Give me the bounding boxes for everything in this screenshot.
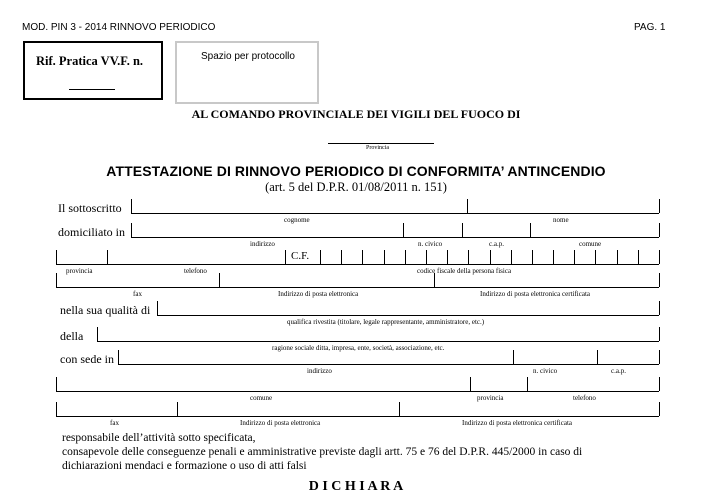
cf-cell-divider [574, 250, 575, 264]
domicilio-field[interactable] [131, 237, 659, 238]
cognome-caption: cognome [284, 216, 310, 224]
n-civico-sede-caption: n. civico [533, 367, 558, 375]
protocol-box[interactable] [175, 41, 319, 104]
cognome-nome-field[interactable] [131, 213, 659, 214]
cf-cell-divider [532, 250, 533, 264]
codice-fiscale-caption: codice fiscale della persona fisica [417, 267, 512, 275]
domiciliato-label: domiciliato in [58, 225, 125, 239]
cf-cell-divider [447, 250, 448, 264]
cf-cell-divider [659, 250, 660, 264]
telefono-caption: telefono [184, 267, 207, 275]
cf-cell-divider [490, 250, 491, 264]
ragione-sociale-caption: ragione sociale ditta, impresa, ente, società, associazione, etc. [272, 344, 445, 352]
addressee-line: AL COMANDO PROVINCIALE DEI VIGILI DEL FUOCO DI [191, 107, 521, 121]
email-caption: Indirizzo di posta elettronica [278, 290, 359, 298]
fax-email-pec-sede-field[interactable] [56, 416, 659, 417]
fax-email-pec-field[interactable] [56, 287, 659, 288]
indirizzo-caption: indirizzo [250, 240, 275, 248]
dichiara-heading: D I C H I A R A [308, 479, 404, 494]
qualifica-caption: qualifica rivestita (titolare, legale rappresentante, amministratore, etc.) [287, 318, 485, 326]
qualita-label: nella sua qualità di [60, 303, 151, 317]
provincia-telefono-cf-field[interactable] [56, 264, 659, 265]
indirizzo-sede-caption: indirizzo [307, 367, 332, 375]
sede-label: con sede in [60, 352, 114, 366]
nome-caption: nome [553, 216, 569, 224]
cf-cell-divider [617, 250, 618, 264]
form-code: MOD. PIN 3 - 2014 RINNOVO PERIODICO [22, 22, 216, 33]
provincia-sede-caption: provincia [477, 394, 504, 402]
cf-cell-divider [511, 250, 512, 264]
cf-cell-divider [341, 250, 342, 264]
body-line-2: consapevole delle conseguenze penali e amministrative previste dagli artt. 75 e 76 del D.P.R. 445/2000 in caso di [62, 446, 583, 458]
ragione-sociale-field[interactable] [97, 341, 659, 342]
body-line-1: responsabile dell’attività sotto specificata, [62, 432, 256, 444]
page-number: PAG. 1 [634, 22, 666, 33]
ref-pratica-number-field[interactable] [69, 89, 115, 90]
cap-sede-caption: c.a.p. [611, 367, 626, 375]
pec-caption: Indirizzo di posta elettronica certificata [480, 290, 591, 298]
document-title: ATTESTAZIONE DI RINNOVO PERIODICO DI CONFORMITA’ ANTINCENDIO [106, 163, 606, 179]
cf-label: C.F. [291, 250, 310, 262]
cf-cell-divider [595, 250, 596, 264]
cap-caption: c.a.p. [489, 240, 504, 248]
document-subtitle: (art. 5 del D.P.R. 01/08/2011 n. 151) [265, 180, 447, 194]
body-line-3: dichiarazioni mendaci e formazione o uso di atti falsi [62, 460, 307, 472]
pec-sede-caption: Indirizzo di posta elettronica certificata [462, 419, 573, 427]
comune-provincia-telefono-field[interactable] [56, 391, 659, 392]
ref-pratica-label: Rif. Pratica VV.F. n. [36, 54, 144, 68]
provincia-caption: provincia [66, 267, 93, 275]
cf-cell-divider [362, 250, 363, 264]
province-field[interactable] [328, 143, 434, 144]
cf-cell-divider [384, 250, 385, 264]
cf-cell-divider [426, 250, 427, 264]
comune-sede-caption: comune [250, 394, 273, 402]
telefono-sede-caption: telefono [573, 394, 596, 402]
ref-pratica-box [23, 41, 163, 100]
della-label: della [60, 329, 84, 343]
cf-cell-divider [405, 250, 406, 264]
n-civico-caption: n. civico [418, 240, 443, 248]
qualifica-field[interactable] [157, 315, 659, 316]
cf-cell-divider [468, 250, 469, 264]
cf-cell-divider [320, 250, 321, 264]
fax-sede-caption: fax [110, 419, 119, 427]
protocol-label: Spazio per protocollo [201, 51, 295, 62]
province-caption: Provincia [366, 145, 389, 151]
comune-caption: comune [579, 240, 602, 248]
cf-cell-divider [553, 250, 554, 264]
email-sede-caption: Indirizzo di posta elettronica [240, 419, 321, 427]
sottoscritto-label: Il sottoscritto [58, 201, 122, 215]
cf-cell-divider [638, 250, 639, 264]
sede-field[interactable] [118, 364, 659, 365]
fax-caption: fax [133, 290, 142, 298]
